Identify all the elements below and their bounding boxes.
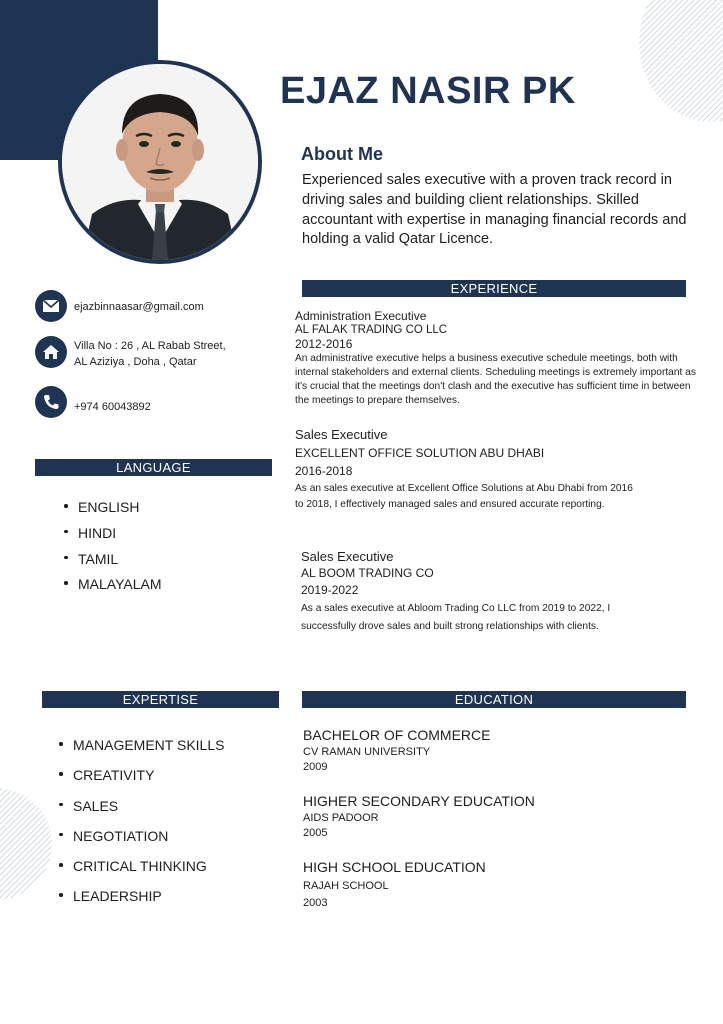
education-school: CV RAMAN UNIVERSITY bbox=[303, 746, 431, 758]
home-icon bbox=[35, 336, 67, 368]
job-description: As a sales executive at Abloom Trading Co LLC from 2019 to 2022, I successfully drove sales and built strong relationships with clients. bbox=[301, 603, 611, 632]
job-title: Sales Executive bbox=[295, 427, 388, 442]
phone-icon bbox=[35, 386, 67, 418]
list-item: SALES bbox=[57, 796, 224, 826]
language-section-header: LANGUAGE bbox=[35, 459, 272, 476]
expertise-section-header: EXPERTISE bbox=[42, 691, 279, 708]
education-year: 2003 bbox=[303, 897, 328, 909]
education-entry bbox=[303, 859, 486, 909]
job-company: AL FALAK TRADING CO LLC bbox=[295, 324, 448, 336]
experience-section-header: EXPERIENCE bbox=[302, 280, 686, 297]
about-text: Experienced sales executive with a proven track record in driving sales and building client relationships. Skilled accountant with expertise in managing financial records and holding a valid Qatar Licence. bbox=[302, 172, 687, 248]
hatched-circle-decoration bbox=[621, 0, 723, 132]
list-item: CRITICAL THINKING bbox=[57, 856, 224, 886]
education-school: RAJAH SCHOOL bbox=[303, 880, 389, 892]
list-item: CREATIVITY bbox=[57, 765, 224, 795]
contact-phone[interactable]: +974 60043892 bbox=[74, 401, 151, 413]
about-heading: About Me bbox=[301, 144, 383, 164]
list-item: NEGOTIATION bbox=[57, 826, 224, 856]
education-entry bbox=[303, 793, 535, 839]
envelope-icon bbox=[35, 290, 67, 322]
contact-address-line1: Villa No : 26 , AL Rabab Street, bbox=[74, 340, 226, 352]
job-title: Administration Executive bbox=[295, 309, 427, 323]
list-item: ENGLISH bbox=[62, 497, 162, 523]
education-entry bbox=[303, 727, 490, 773]
list-item: HINDI bbox=[62, 523, 162, 549]
list-item: MALAYALAM bbox=[62, 574, 162, 600]
job-years: 2016-2018 bbox=[295, 464, 353, 478]
job-title: Sales Executive bbox=[301, 549, 394, 564]
education-year: 2005 bbox=[303, 827, 328, 839]
contact-address-line2: AL Aziziya , Doha , Qatar bbox=[74, 356, 197, 368]
contact-email[interactable]: ejazbinnaasar@gmail.com bbox=[74, 301, 204, 313]
education-section-header: EDUCATION bbox=[302, 691, 686, 708]
job-company: AL BOOM TRADING CO bbox=[301, 566, 434, 580]
language-list bbox=[62, 497, 162, 600]
education-degree: BACHELOR OF COMMERCE bbox=[303, 727, 491, 743]
education-degree: HIGHER SECONDARY EDUCATION bbox=[303, 793, 535, 809]
list-item: LEADERSHIP bbox=[57, 886, 224, 916]
job-description: As an sales executive at Excellent Office Solutions at Abu Dhabi from 2016 to 2018, I effectively managed sales and ensured accurate reporting. bbox=[295, 483, 633, 510]
experience-entry bbox=[295, 309, 705, 408]
experience-entry bbox=[301, 549, 631, 635]
education-school: AIDS PADOOR bbox=[303, 812, 379, 824]
expertise-list bbox=[57, 735, 224, 917]
job-years: 2012-2016 bbox=[295, 337, 353, 351]
candidate-name: EJAZ NASIR PK bbox=[280, 70, 576, 112]
job-company: EXCELLENT OFFICE SOLUTION ABU DHABI bbox=[295, 446, 545, 460]
list-item: TAMIL bbox=[62, 549, 162, 575]
job-years: 2019-2022 bbox=[301, 583, 359, 597]
education-degree: HIGH SCHOOL EDUCATION bbox=[303, 859, 486, 875]
profile-photo bbox=[58, 60, 262, 264]
job-description: An administrative executive helps a business executive schedule meetings, both with internal stakeholders and external clients. Scheduling meetings is extremely important as it's crucial that the meetings don't clash and the executive has sufficient time in between the meetings to prepare themselves. bbox=[295, 353, 696, 406]
experience-entry bbox=[295, 427, 640, 512]
hatched-circle-decoration-bottom bbox=[0, 782, 52, 906]
list-item: MANAGEMENT SKILLS bbox=[57, 735, 224, 765]
education-year: 2009 bbox=[303, 761, 328, 773]
